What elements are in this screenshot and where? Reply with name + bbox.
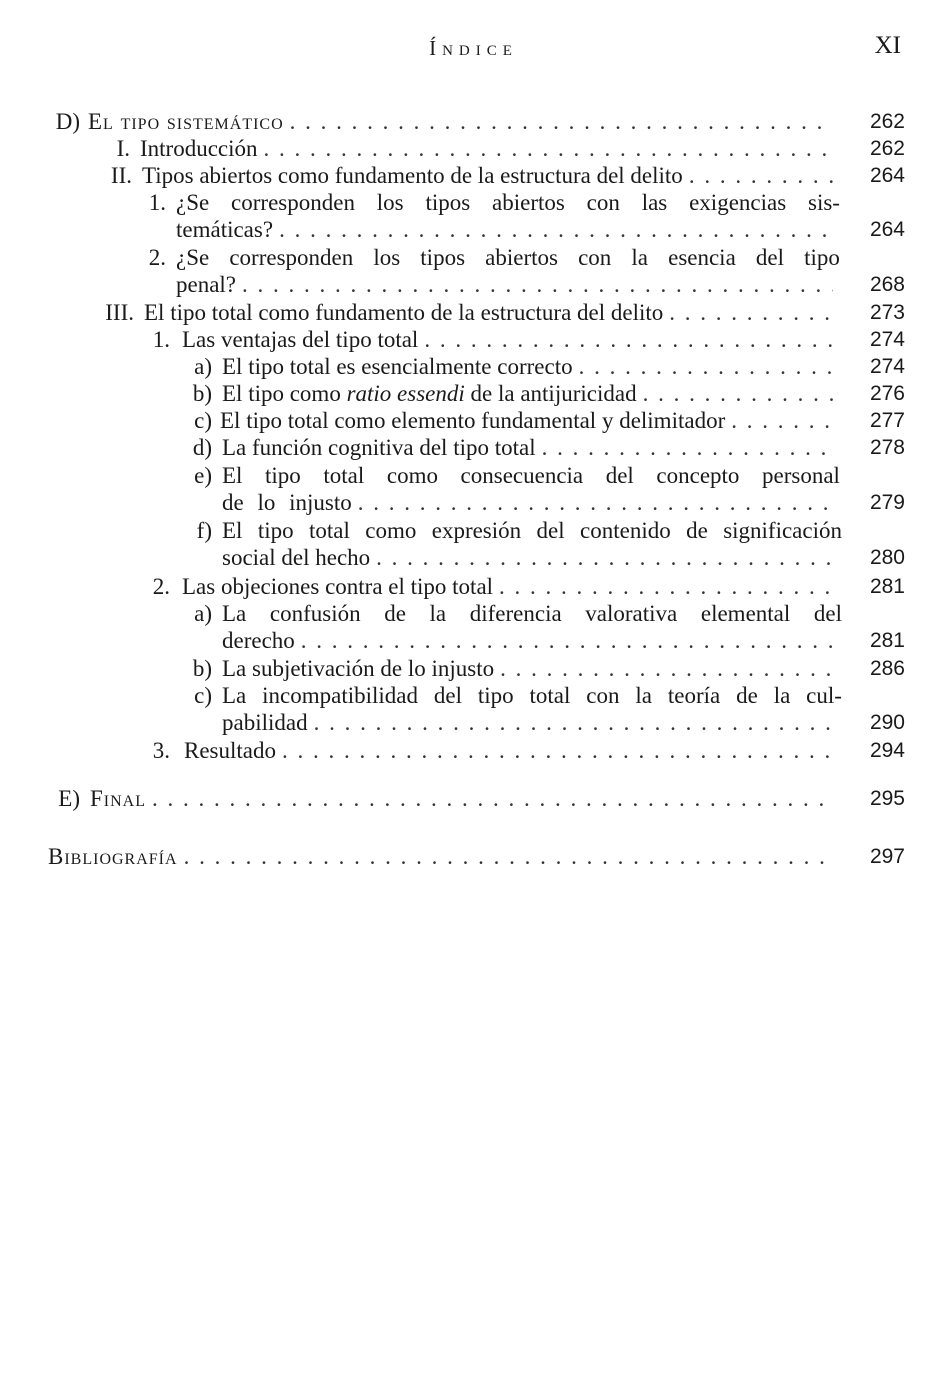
- leader-dots: [376, 544, 833, 571]
- toc-page-number: 281: [869, 575, 905, 598]
- leader-dots: [314, 709, 833, 736]
- toc-entry-text-line1: La incompatibilidad del tipo total con la teoría de la cul-: [222, 683, 842, 708]
- toc-page-number: 281: [869, 629, 905, 652]
- toc-entry-text: Tipos abiertos como fundamento de la estructura del delito: [142, 163, 683, 188]
- toc-entry-text: Las objeciones contra el tipo total: [182, 574, 494, 599]
- toc-entry-label: 2.: [152, 574, 170, 599]
- toc-entry-label: d): [192, 435, 212, 460]
- toc-page-number: 264: [869, 218, 905, 241]
- toc-entry-label: III.: [105, 300, 134, 325]
- leader-dots: [282, 737, 833, 764]
- toc-page-number: 268: [869, 273, 905, 296]
- leader-dots: [301, 627, 833, 654]
- leader-dots: [358, 489, 833, 516]
- toc-page-number: 294: [869, 739, 905, 762]
- page-header: [0, 28, 947, 68]
- leader-dots: [424, 326, 833, 353]
- toc-entry-label: c): [194, 408, 212, 433]
- toc-entry-text: Bibliografía: [48, 844, 178, 869]
- toc-page-number: 264: [869, 164, 905, 187]
- leader-dots: [184, 843, 833, 870]
- toc-entry-text-line1: La confusión de la diferencia valorativa elemental del: [222, 601, 842, 626]
- toc-page-number: 262: [869, 137, 905, 160]
- toc-entry-text-line2: penal?: [176, 272, 237, 297]
- toc-entry-label: b): [192, 381, 212, 406]
- toc-entry-text-line2: social del hecho: [222, 545, 371, 570]
- leader-dots: [279, 216, 833, 243]
- toc-entry-text: La subjetivación de lo injusto: [222, 656, 495, 681]
- toc-page-number: 277: [869, 409, 905, 432]
- roman-page-number: XI: [874, 32, 901, 59]
- toc-entry-text: El tipo total es esencialmente correcto: [222, 354, 573, 379]
- toc-entry-label: b): [192, 656, 212, 681]
- leader-dots: [152, 785, 833, 812]
- toc-page-number: 297: [869, 845, 905, 868]
- toc-entry-label: 1.: [148, 190, 166, 215]
- toc-page-number: 278: [869, 436, 905, 459]
- toc-entry-text-line2: pabilidad: [222, 710, 308, 735]
- toc-entry-label: c): [194, 683, 212, 708]
- toc-page-number: 280: [869, 546, 905, 569]
- toc-page-number: 276: [869, 382, 905, 405]
- toc-entry-text: El tipo sistemático: [88, 109, 284, 134]
- toc-entry-label: f): [196, 518, 212, 543]
- toc-entry-text-line1: ¿Se corresponden los tipos abiertos con las exigencias sis-: [176, 190, 840, 215]
- toc-page-number: 279: [869, 491, 905, 514]
- toc-entry-text-line1: El tipo total como consecuencia del concepto personal: [222, 463, 840, 488]
- toc-entry-label: a): [194, 354, 212, 379]
- toc-entry-label: 3.: [152, 738, 170, 763]
- toc-entry-text: Las ventajas del tipo total: [182, 327, 419, 352]
- toc-entry-text-line1: ¿Se corresponden los tipos abiertos con la esencia del tipo: [176, 245, 840, 270]
- page-title: Índice: [429, 36, 518, 60]
- leader-dots: [290, 108, 833, 135]
- toc-page-number: 262: [869, 110, 905, 133]
- toc-entry-label: E): [58, 786, 80, 811]
- toc-entry-text: Introducción: [140, 136, 258, 161]
- toc-entry-text: El tipo total como elemento fundamental y delimitador: [220, 408, 726, 433]
- toc-entry-text: La función cognitiva del tipo total: [222, 435, 536, 460]
- toc-entry-text-line1: El tipo total como expresión del contenido de significación: [222, 518, 842, 543]
- toc-entry-text-line2: de lo injusto: [222, 490, 352, 515]
- toc-page-number: 295: [869, 787, 905, 810]
- toc-page-number: 274: [869, 328, 905, 351]
- toc-entry-text: El tipo como ratio essendi de la antijuricidad: [222, 381, 637, 406]
- toc-entry-label: I.: [116, 136, 130, 161]
- leader-dots: [731, 407, 833, 434]
- leader-dots: [242, 271, 833, 298]
- leader-dots: [643, 380, 833, 407]
- toc-entry-label: a): [194, 601, 212, 626]
- toc-page-number: 274: [869, 355, 905, 378]
- leader-dots: [499, 573, 833, 600]
- toc-page-number: 290: [869, 711, 905, 734]
- leader-dots: [500, 655, 833, 682]
- toc-entry-label: II.: [110, 163, 132, 188]
- leader-dots: [579, 353, 833, 380]
- toc-page-number: 286: [869, 657, 905, 680]
- toc-entry-text-line2: derecho: [222, 628, 295, 653]
- toc-entry-label: e): [194, 463, 212, 488]
- leader-dots: [689, 162, 833, 189]
- toc-page-number: 273: [869, 301, 905, 324]
- leader-dots: [264, 135, 833, 162]
- toc-entry-label: D): [55, 109, 80, 134]
- leader-dots: [669, 299, 833, 326]
- toc-entry-text: Resultado: [184, 738, 276, 763]
- toc-entry-text: Final: [90, 786, 147, 811]
- toc-entry-label: 1.: [152, 327, 170, 352]
- toc-entry-text: El tipo total como fundamento de la estructura del delito: [144, 300, 664, 325]
- toc-entry-text-line2: temáticas?: [176, 217, 274, 242]
- toc-entry-label: 2.: [148, 245, 166, 270]
- leader-dots: [542, 434, 833, 461]
